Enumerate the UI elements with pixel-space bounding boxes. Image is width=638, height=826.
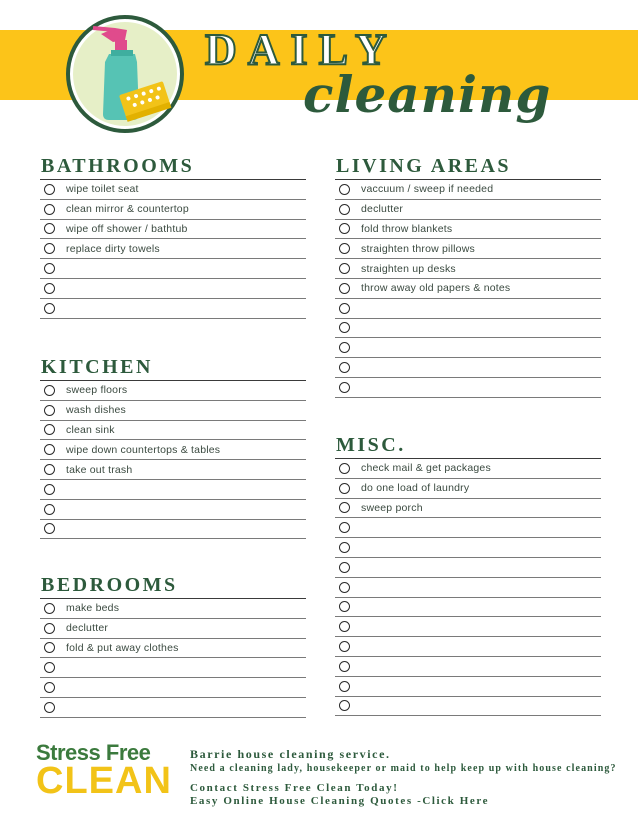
checkbox-circle[interactable] <box>339 502 350 513</box>
section-title: KITCHEN <box>41 356 153 378</box>
title-cleaning: cleaning <box>303 65 552 124</box>
checkbox-circle[interactable] <box>44 484 55 495</box>
checklist-row <box>40 180 306 200</box>
task-label: wipe toilet seat <box>66 183 139 196</box>
checkbox-circle[interactable] <box>44 603 55 614</box>
checkbox-circle[interactable] <box>44 405 55 416</box>
checkbox-circle[interactable] <box>339 223 350 234</box>
checkbox-circle[interactable] <box>44 184 55 195</box>
stress-free-clean-logo[interactable] <box>36 742 178 802</box>
task-label: wipe down countertops & tables <box>66 443 221 456</box>
checkbox-circle[interactable] <box>44 223 55 234</box>
task-label: take out trash <box>66 463 133 476</box>
task-label: straighten up desks <box>361 262 456 275</box>
checkbox-circle[interactable] <box>339 263 350 274</box>
task-label: throw away old papers & notes <box>361 282 511 295</box>
checklist-row <box>40 619 306 639</box>
checkbox-circle[interactable] <box>44 424 55 435</box>
checklist-row <box>40 200 306 220</box>
checkbox-circle[interactable] <box>44 464 55 475</box>
checklist-row <box>335 338 601 358</box>
checkbox-circle[interactable] <box>339 582 350 593</box>
task-label: sweep porch <box>361 501 423 514</box>
checklist-row <box>40 678 306 698</box>
task-label: clean mirror & countertop <box>66 203 189 216</box>
checklist-row <box>335 459 601 479</box>
checklist-row <box>335 578 601 598</box>
checklist-row <box>40 698 306 718</box>
section-misc <box>335 432 601 716</box>
footer-contact-link[interactable]: Contact Stress Free Clean Today! <box>190 782 399 794</box>
checklist-row <box>40 599 306 619</box>
logo-text-bottom: CLEAN <box>36 760 172 802</box>
checklist-row <box>335 657 601 677</box>
checklist-row <box>335 697 601 717</box>
task-label: do one load of laundry <box>361 482 470 495</box>
checklist-row <box>40 421 306 441</box>
checkbox-circle[interactable] <box>339 382 350 393</box>
checkbox-circle[interactable] <box>339 463 350 474</box>
task-label: clean sink <box>66 423 115 436</box>
checklist-row <box>40 480 306 500</box>
checklist-row <box>335 598 601 618</box>
checkbox-circle[interactable] <box>339 342 350 353</box>
task-label: fold & put away clothes <box>66 641 179 654</box>
checklist <box>40 380 306 539</box>
checkbox-circle[interactable] <box>339 601 350 612</box>
checklist-row <box>335 378 601 398</box>
checklist-row <box>40 299 306 319</box>
checklist-row <box>40 220 306 240</box>
checklist-row <box>335 358 601 378</box>
checkbox-circle[interactable] <box>44 523 55 534</box>
checklist-row <box>335 239 601 259</box>
checklist-row <box>40 259 306 279</box>
footer-quotes-link[interactable]: Easy Online House Cleaning Quotes -Click Here <box>190 795 490 807</box>
footer-service-line: Barrie house cleaning service. <box>190 747 391 761</box>
task-label: declutter <box>361 203 404 216</box>
checkbox-circle[interactable] <box>339 283 350 294</box>
section-living-areas <box>335 153 601 398</box>
checkbox-circle[interactable] <box>339 322 350 333</box>
checkbox-circle[interactable] <box>44 204 55 215</box>
task-label: sweep floors <box>66 384 128 397</box>
task-label: vaccuum / sweep if needed <box>361 183 494 196</box>
checklist <box>40 179 306 319</box>
checklist-row <box>335 677 601 697</box>
checklist-row <box>335 319 601 339</box>
checklist-row <box>335 617 601 637</box>
checkbox-circle[interactable] <box>339 243 350 254</box>
checkbox-circle[interactable] <box>339 483 350 494</box>
checklist-row <box>335 180 601 200</box>
task-label: fold throw blankets <box>361 222 453 235</box>
checkbox-circle[interactable] <box>339 362 350 373</box>
section-bathrooms <box>40 153 306 319</box>
checklist-row <box>335 200 601 220</box>
checklist-row <box>40 658 306 678</box>
checkbox-circle[interactable] <box>44 662 55 673</box>
section-title: BEDROOMS <box>41 574 178 596</box>
checklist-row <box>335 558 601 578</box>
checklist-row <box>335 220 601 240</box>
task-label: make beds <box>66 602 120 615</box>
checkbox-circle[interactable] <box>339 621 350 632</box>
checklist-row <box>335 259 601 279</box>
checkbox-circle[interactable] <box>339 681 350 692</box>
checkbox-circle[interactable] <box>44 682 55 693</box>
footer-text <box>190 747 617 808</box>
checkbox-circle[interactable] <box>44 444 55 455</box>
checklist-row <box>335 499 601 519</box>
checklist-row <box>335 299 601 319</box>
task-label: declutter <box>66 622 109 635</box>
checkbox-circle[interactable] <box>339 641 350 652</box>
task-label: wipe off shower / bathtub <box>66 222 188 235</box>
checklist <box>40 598 306 718</box>
checklist-row <box>335 518 601 538</box>
title-daily: DAILY <box>205 25 398 74</box>
section-kitchen <box>40 354 306 539</box>
checklist-row <box>40 239 306 259</box>
checklist <box>335 458 601 716</box>
checkbox-circle[interactable] <box>44 283 55 294</box>
checklist-row <box>40 381 306 401</box>
task-label: replace dirty towels <box>66 242 160 255</box>
checklist-row <box>40 520 306 540</box>
checkbox-circle[interactable] <box>44 642 55 653</box>
checkbox-circle[interactable] <box>339 562 350 573</box>
checkbox-circle[interactable] <box>339 700 350 711</box>
checklist-row <box>40 279 306 299</box>
section-bedrooms <box>40 572 306 718</box>
checkbox-circle[interactable] <box>44 263 55 274</box>
checklist-row <box>335 479 601 499</box>
checkbox-circle[interactable] <box>44 303 55 314</box>
task-label: straighten throw pillows <box>361 242 475 255</box>
checklist <box>335 179 601 398</box>
checklist-row <box>335 538 601 558</box>
logo-text-top: Stress Free <box>36 740 151 765</box>
checkbox-circle[interactable] <box>44 504 55 515</box>
checkbox-circle[interactable] <box>44 702 55 713</box>
checklist-row <box>40 639 306 659</box>
checkbox-circle[interactable] <box>339 204 350 215</box>
checklist-row <box>335 637 601 657</box>
checkbox-circle[interactable] <box>339 184 350 195</box>
section-title: LIVING AREAS <box>336 155 512 177</box>
checkbox-circle[interactable] <box>44 623 55 634</box>
task-label: check mail & get packages <box>361 462 491 475</box>
section-title: BATHROOMS <box>41 155 195 177</box>
checklist-row <box>40 401 306 421</box>
checkbox-circle[interactable] <box>44 243 55 254</box>
section-title: MISC. <box>336 434 406 456</box>
spray-bottle-sponge-icon <box>65 14 185 134</box>
checkbox-circle[interactable] <box>339 542 350 553</box>
checkbox-circle[interactable] <box>44 385 55 396</box>
checkbox-circle[interactable] <box>339 661 350 672</box>
checklist-row <box>40 460 306 480</box>
checklist-row <box>335 279 601 299</box>
task-label: wash dishes <box>66 404 126 417</box>
checkbox-circle[interactable] <box>339 522 350 533</box>
checkbox-circle[interactable] <box>339 303 350 314</box>
footer-description: Need a cleaning lady, housekeeper or maid to help keep up with house cleaning? <box>190 763 617 774</box>
checklist-row <box>40 500 306 520</box>
checklist-row <box>40 440 306 460</box>
